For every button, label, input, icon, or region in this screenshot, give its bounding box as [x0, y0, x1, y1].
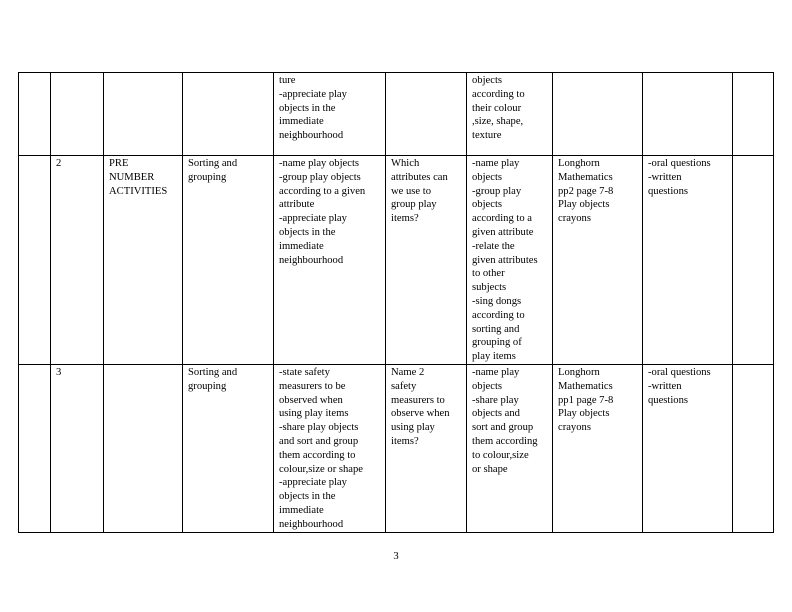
table-row: [19, 73, 774, 156]
cell-reflection: [733, 73, 774, 156]
cell-assessment: -oral questions -written questions: [643, 364, 733, 532]
page-number: 3: [393, 551, 399, 562]
cell-reflection: [733, 156, 774, 365]
cell-learning-outcomes: -name play objects -group play objects according to a given attribute -appreciate play objects in the immediate neighbourhood: [274, 156, 386, 365]
cell-strand: [104, 73, 183, 156]
cell-lesson: 3: [51, 364, 104, 532]
cell-lesson: [51, 73, 104, 156]
cell-strand: [104, 364, 183, 532]
cell-assessment: [643, 73, 733, 156]
cell-learning-experiences: objects according to their colour ,size, shape, texture: [467, 73, 553, 156]
cell-resources: Longhorn Mathematics pp2 page 7-8 Play objects crayons: [553, 156, 643, 365]
cell-reflection: [733, 364, 774, 532]
cell-lesson: 2: [51, 156, 104, 365]
cell-key-inquiry-question: [386, 73, 467, 156]
cell-key-inquiry-question: Name 2 safety measurers to observe when using play items?: [386, 364, 467, 532]
cell-key-inquiry-question: Which attributes can we use to group play items?: [386, 156, 467, 365]
cell-learning-outcomes: ture -appreciate play objects in the immediate neighbourhood: [274, 73, 386, 156]
cell-assessment: -oral questions -written questions: [643, 156, 733, 365]
cell-sub-strand: Sorting and grouping: [183, 364, 274, 532]
table-row: [19, 364, 774, 532]
cell-sub-strand: Sorting and grouping: [183, 156, 274, 365]
cell-strand: PRE NUMBER ACTIVITIES: [104, 156, 183, 365]
cell-week: [19, 364, 51, 532]
cell-learning-experiences: -name play objects -group play objects according to a given attribute -relate the given attributes to other subjects -sing dongs according to sorting and grouping of play items: [467, 156, 553, 365]
cell-sub-strand: [183, 73, 274, 156]
table-row: [19, 156, 774, 365]
cell-week: [19, 156, 51, 365]
cell-learning-outcomes: -state safety measurers to be observed when using play items -share play objects and sort and group them according to colour,size or shape -appreciate play objects in the immediate neighbourhood: [274, 364, 386, 532]
cell-learning-experiences: -name play objects -share play objects and sort and group them according to colour,size or shape: [467, 364, 553, 532]
cell-resources: [553, 73, 643, 156]
lesson-plan-table: [18, 72, 774, 533]
cell-week: [19, 73, 51, 156]
cell-resources: Longhorn Mathematics pp1 page 7-8 Play objects crayons: [553, 364, 643, 532]
